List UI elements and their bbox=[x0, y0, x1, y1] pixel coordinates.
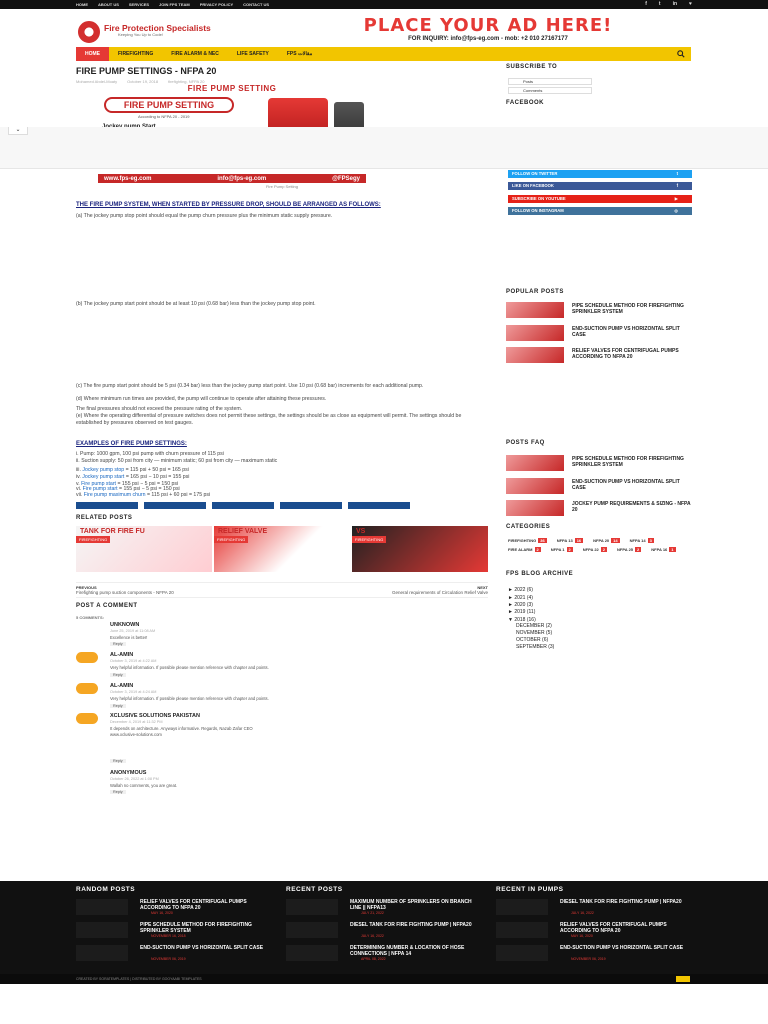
category-count: 2 bbox=[602, 547, 606, 552]
faq-post[interactable] bbox=[506, 478, 692, 496]
post-pager bbox=[76, 582, 488, 598]
footer-post-thumb bbox=[496, 945, 548, 961]
comment-author[interactable]: ANONYMOUS bbox=[110, 770, 147, 776]
image-caption: Fire Pump Setting bbox=[265, 184, 298, 189]
category-name: NFPA 13 bbox=[556, 538, 573, 543]
share-buttons bbox=[76, 502, 488, 509]
example-7-roman: vii. bbox=[76, 492, 83, 498]
popular-post[interactable] bbox=[506, 302, 692, 320]
footer-post-thumb bbox=[286, 922, 338, 938]
footer-post-title: END-SUCTION PUMP VS HORIZONTAL SPLIT CASE bbox=[140, 945, 264, 951]
footer-random-posts-title bbox=[76, 886, 266, 893]
hero-title: FIRE PUMP SETTING bbox=[187, 84, 277, 93]
comment-author[interactable]: XCLUSIVE SOLUTIONS PAKISTAN bbox=[110, 713, 200, 719]
comments-count: 5 COMMENTS: bbox=[76, 615, 104, 620]
category-link[interactable] bbox=[557, 538, 583, 543]
faq-post[interactable] bbox=[506, 500, 692, 518]
nav-firefighting[interactable]: FIREFIGHTING bbox=[118, 51, 154, 57]
next-title: General requirements of Circulation Relief Valve bbox=[392, 590, 488, 595]
example-4 bbox=[76, 474, 488, 481]
avatar-icon bbox=[76, 683, 98, 694]
popular-post-thumb bbox=[506, 302, 564, 318]
footer-col-title: RECENT POSTS bbox=[286, 886, 343, 893]
paragraph-b: (b) The jockey pump start point should be at least 10 psi (0.68 bar) less than the jockey pump stop point. bbox=[76, 301, 316, 307]
paragraph-a: (a) The jockey pump stop point should equal the pump churn pressure plus the minimum static supply pressure. bbox=[76, 213, 333, 219]
categories-title: CATEGORIES bbox=[506, 524, 551, 530]
archive-year[interactable]: ► 2022 (6) bbox=[508, 587, 533, 593]
post-author[interactable]: Mohamed Abdel-Moaty bbox=[76, 79, 118, 84]
next-label: NEXT bbox=[477, 585, 488, 590]
overlay-banner bbox=[0, 127, 768, 169]
footer-post-title: RELIEF VALVES FOR CENTRIFUGAL PUMPS ACCORDING TO NFPA 20 bbox=[560, 922, 667, 934]
related-posts-title: RELATED POSTS bbox=[76, 515, 133, 521]
previous-post-link[interactable] bbox=[76, 585, 174, 595]
related-posts bbox=[76, 526, 488, 572]
heart-icon[interactable]: ♥ bbox=[689, 1, 692, 7]
archive-year[interactable]: ► 2021 (4) bbox=[508, 595, 533, 601]
popular-post-title: PIPE SCHEDULE METHOD FOR FIREFIGHTING SPRINKLER SYSTEM bbox=[572, 303, 684, 315]
category-count: 2 bbox=[637, 547, 640, 552]
footer-post-thumb bbox=[76, 945, 128, 961]
comment bbox=[76, 683, 488, 713]
top-link-about[interactable]: ABOUT US bbox=[98, 2, 119, 7]
footer-post[interactable] bbox=[76, 945, 266, 963]
comment-body: Very helpful information. If possible please mention reference with chapter and points. bbox=[110, 696, 269, 701]
comment-date[interactable]: October 3, 2019 at 4:22 AM bbox=[110, 659, 157, 663]
footer-post-date: JULY 21, 2022 bbox=[361, 911, 384, 915]
comments-title: POST A COMMENT bbox=[76, 603, 138, 609]
archive-month[interactable]: SEPTEMBER (3) bbox=[516, 644, 555, 650]
archive-month[interactable]: NOVEMBER (5) bbox=[516, 630, 553, 636]
example-3-roman: iii. bbox=[76, 467, 81, 473]
paragraph-d: (d) Where minimum run times are provided, the pump will continue to operate after attaining these pressures. bbox=[76, 396, 327, 402]
footer-post[interactable] bbox=[496, 945, 686, 963]
comment bbox=[76, 622, 488, 650]
youtube-icon: ▶ bbox=[674, 196, 678, 201]
footer-post-date: NOVEMBER 16, 2018 bbox=[151, 934, 186, 938]
follow-youtube-button[interactable] bbox=[508, 195, 692, 203]
comment-author[interactable]: AL-AMIN bbox=[110, 683, 134, 689]
follow-facebook-button[interactable] bbox=[508, 182, 692, 190]
category-name: FIREFIGHTING bbox=[508, 538, 537, 543]
footer-post-date: JULY 16, 2022 bbox=[361, 934, 384, 938]
share-facebook-button[interactable] bbox=[76, 502, 138, 509]
example-7-link[interactable]: Fire pump maximum churn bbox=[83, 492, 146, 498]
comment-body: Very helpful information. If possible please mention reference with chapter and points. bbox=[110, 665, 269, 670]
footer-post[interactable] bbox=[76, 922, 266, 940]
linkedin-icon[interactable]: in bbox=[672, 1, 678, 7]
footer-post-title: DIESEL TANK FOR FIRE FIGHTING PUMP | NFPA20 bbox=[350, 922, 472, 928]
popular-post[interactable] bbox=[506, 347, 692, 365]
footer-post[interactable] bbox=[76, 899, 266, 917]
footer-post[interactable] bbox=[286, 922, 476, 940]
archive-month[interactable]: DECEMBER (2) bbox=[516, 623, 552, 629]
popular-post-thumb bbox=[506, 347, 564, 363]
posts-faq-title: POSTS FAQ bbox=[506, 440, 545, 446]
example-3 bbox=[76, 467, 488, 474]
category-count: 1 bbox=[671, 547, 674, 552]
archive-year[interactable]: ► 2019 (11) bbox=[508, 609, 536, 615]
category-count: 2 bbox=[536, 547, 539, 552]
hero-subtitle: According to NFPA 20 - 2019 bbox=[138, 114, 190, 119]
top-link-services[interactable]: SERVICES bbox=[128, 2, 150, 7]
paragraph-final: The final pressures should not exceed the pressure rating of the system. bbox=[76, 406, 243, 412]
example-5-text: = 155 psi − 5 psi = 150 psi bbox=[117, 481, 179, 487]
footer-post-thumb bbox=[76, 922, 128, 938]
category-count: 2 bbox=[568, 547, 571, 552]
example-7-text: = 115 psi + 60 psi = 175 psi bbox=[146, 492, 211, 498]
facebook-icon: f bbox=[676, 183, 678, 188]
footer-post-thumb bbox=[286, 899, 338, 915]
footer-post-date: APRIL 08, 2022 bbox=[361, 957, 386, 961]
footer-post-thumb bbox=[286, 945, 338, 961]
related-card-tag: FIREFIGHTING bbox=[352, 536, 386, 543]
footer-post-title: DIESEL TANK FOR FIRE FIGHTING PUMP | NFPA20 bbox=[560, 899, 682, 905]
footer-post-thumb bbox=[496, 899, 548, 915]
category-link[interactable] bbox=[551, 547, 573, 552]
paragraph-e: (e) Where the operating differential of pressure switches does not permit these settings, the settings should be as close as equipment will permit. The settings should be established by pressures observed on test gauges. bbox=[76, 413, 462, 426]
footer-post-title: END-SUCTION PUMP VS HORIZONTAL SPLIT CASE bbox=[560, 945, 684, 951]
footer-col-title: RECENT IN PUMPS bbox=[496, 886, 564, 893]
logo-name: Fire Protection Specialists bbox=[104, 23, 211, 33]
subscribe-comments[interactable]: Comments bbox=[508, 87, 592, 94]
example-6-link[interactable]: Fire pump start bbox=[82, 486, 118, 492]
example-5-link[interactable]: Fire pump start bbox=[81, 481, 116, 487]
footer-post-title: PIPE SCHEDULE METHOD FOR FIREFIGHTING SPRINKLER SYSTEM bbox=[140, 922, 252, 934]
nav-home[interactable]: HOME bbox=[76, 47, 109, 61]
subscribe-title: SUBSCRIBE TO bbox=[506, 64, 558, 70]
nav-fps-articles[interactable]: FPS مقالات bbox=[286, 51, 313, 57]
footer-post-thumb bbox=[76, 899, 128, 915]
footer-post-title: MAXIMUM NUMBER OF SPRINKLERS ON BRANCH LINE || NFPA13 bbox=[350, 899, 472, 911]
follow-youtube-label: SUBSCRIBE ON YOUTUBE bbox=[512, 196, 566, 201]
main-nav bbox=[76, 47, 691, 61]
footer-credit bbox=[0, 974, 768, 984]
credit-text: CREATED BY SORATEMPLATES | DISTRIBUTED BY GOOYAABI TEMPLATES bbox=[76, 977, 202, 981]
popular-posts-title: POPULAR POSTS bbox=[506, 289, 564, 295]
footer-post-date: MAY 16, 2020 bbox=[151, 911, 173, 915]
footer-post-date: JULY 16, 2022 bbox=[571, 911, 594, 915]
nav-fire-alarm[interactable]: FIRE ALARM & NEC bbox=[171, 51, 219, 57]
example-3-text: = 115 psi + 50 psi = 165 psi bbox=[125, 467, 189, 473]
top-social bbox=[645, 1, 692, 7]
reply-button[interactable]: Reply bbox=[110, 759, 126, 763]
category-name: NFPA 16 bbox=[651, 547, 668, 552]
category-link[interactable] bbox=[630, 538, 654, 543]
footer-post-title: RELIEF VALVES FOR CENTRIFUGAL PUMPS ACCORDING TO NFPA 20 bbox=[140, 899, 247, 911]
top-link-contact[interactable]: CONTACT US bbox=[243, 2, 270, 7]
avatar-icon bbox=[76, 713, 98, 724]
reply-button[interactable]: Reply bbox=[110, 704, 126, 708]
archive-year[interactable]: ▼ 2018 (16) bbox=[508, 617, 536, 623]
example-2: ii. Suction supply: 50 psi from city — minimum static; 60 psi from city — maximum static bbox=[76, 458, 278, 464]
example-4-link[interactable]: Jockey pump start bbox=[82, 474, 125, 480]
paragraph-c: (c) The fire pump start point should be 5 psi (0.34 bar) less than the jockey pump start point. Use 10 psi (0.68 bar) increments for each additional pump. bbox=[76, 383, 424, 389]
footer-post[interactable] bbox=[286, 899, 476, 917]
post-title: FIRE PUMP SETTINGS - NFPA 20 bbox=[76, 66, 217, 76]
footer-post-date: NOVEMBER 06, 2019 bbox=[151, 957, 186, 961]
comment-date[interactable]: October 26, 2022 at 1:08 PM bbox=[110, 777, 159, 781]
archive-title: FPS BLOG ARCHIVE bbox=[506, 571, 574, 577]
hero-website: www.fps-eg.com bbox=[104, 175, 152, 182]
example-1: i. Pump: 1000 gpm, 100 psi pump with churn pressure of 115 psi bbox=[76, 451, 224, 457]
previous-label: PREVIOUS bbox=[76, 585, 97, 590]
popular-post-thumb bbox=[506, 325, 564, 341]
top-links bbox=[76, 2, 269, 7]
related-card[interactable] bbox=[214, 526, 350, 572]
related-card-tag: FIREFIGHTING bbox=[214, 536, 248, 543]
category-name: NFPA 25 bbox=[617, 547, 634, 552]
search-icon[interactable] bbox=[677, 50, 685, 58]
top-link-home[interactable]: HOME bbox=[76, 2, 88, 7]
post-header bbox=[76, 66, 488, 84]
footer-post[interactable] bbox=[286, 945, 476, 963]
ad-headline: PLACE YOUR AD HERE! bbox=[363, 15, 613, 36]
logo-tagline: Keeping You Up to Code! bbox=[118, 32, 163, 37]
avatar-icon bbox=[76, 652, 98, 663]
footer-post-date: MAY 16, 2020 bbox=[571, 934, 593, 938]
reply-button[interactable]: Reply bbox=[110, 642, 126, 646]
comment-body: Wallah no comments, you are great. bbox=[110, 783, 178, 788]
category-count: 14 bbox=[613, 538, 618, 543]
back-to-top-button[interactable] bbox=[676, 976, 690, 982]
chevron-down-icon[interactable]: ⌄ bbox=[8, 127, 28, 135]
ad-contact: FOR INQUIRY: info@fps-eg.com - mob: +2 010 27167177 bbox=[408, 36, 568, 42]
archive-month[interactable]: OCTOBER (6) bbox=[516, 637, 549, 643]
example-6-text: = 155 psi − 5 psi = 150 psi bbox=[118, 486, 180, 492]
footer-post-thumb bbox=[496, 922, 548, 938]
share-gplus-button[interactable] bbox=[212, 502, 274, 509]
faq-post-title: JOCKEY PUMP REQUIREMENTS & SIZING - NFPA 20 bbox=[572, 501, 691, 513]
comment bbox=[76, 652, 488, 682]
example-3-link[interactable]: Jockey pump stop bbox=[82, 467, 125, 473]
footer-post[interactable] bbox=[496, 922, 686, 940]
top-link-join[interactable]: JOIN FPS TEAM bbox=[159, 2, 190, 7]
share-pinterest-button[interactable] bbox=[280, 502, 342, 509]
facebook-icon[interactable]: f bbox=[645, 1, 647, 7]
footer-post[interactable] bbox=[496, 899, 686, 917]
category-name: FIRE ALARM bbox=[508, 547, 533, 552]
previous-title: Firefighting pump suction components - NFPA 20 bbox=[76, 590, 174, 595]
facebook-title: FACEBOOK bbox=[506, 100, 545, 106]
share-twitter-button[interactable] bbox=[144, 502, 206, 509]
follow-instagram-button[interactable] bbox=[508, 207, 692, 215]
category-count: 3 bbox=[649, 538, 652, 543]
logo-icon bbox=[78, 21, 100, 43]
comment bbox=[76, 713, 488, 769]
hero-handle: @FPSegy bbox=[332, 175, 360, 182]
top-link-privacy[interactable]: PRIVACY POLICY bbox=[199, 2, 234, 7]
category-link[interactable] bbox=[651, 547, 675, 552]
hero-email: info@fps-eg.com bbox=[217, 175, 267, 182]
category-link[interactable] bbox=[593, 538, 619, 543]
follow-instagram-label: FOLLOW ON INSTAGRAM bbox=[512, 208, 564, 213]
example-7 bbox=[76, 492, 488, 499]
footer-col-title: RANDOM POSTS bbox=[76, 886, 136, 893]
example-6-roman: vi. bbox=[76, 486, 82, 492]
comment-body: Excellence is better! bbox=[110, 635, 148, 640]
category-name: NFPA 20 bbox=[593, 538, 610, 543]
popular-post-title: RELIEF VALVES FOR CENTRIFUGAL PUMPS ACCORDING TO NFPA 20 bbox=[572, 348, 679, 360]
footer-recent-posts-title bbox=[286, 886, 476, 893]
section-heading-2: EXAMPLES OF FIRE PUMP SETTINGS: bbox=[76, 441, 187, 447]
related-card-text: VS bbox=[356, 528, 366, 535]
comment bbox=[76, 770, 488, 796]
example-5-roman: v. bbox=[76, 481, 80, 487]
follow-twitter-label: FOLLOW ON TWITTER bbox=[512, 171, 558, 176]
reply-button[interactable]: Reply bbox=[110, 673, 126, 677]
hero-banner: FIRE PUMP SETTING bbox=[104, 97, 234, 113]
site-logo[interactable] bbox=[78, 18, 248, 46]
popular-post-title: END-SUCTION PUMP VS HORIZONTAL SPLIT CASE bbox=[572, 326, 680, 338]
twitter-icon[interactable]: t bbox=[658, 1, 661, 7]
follow-twitter-button[interactable] bbox=[508, 170, 692, 178]
category-count: 16 bbox=[576, 538, 582, 543]
related-card-tag: FIREFIGHTING bbox=[76, 536, 110, 543]
reply-button[interactable]: Reply bbox=[110, 790, 126, 794]
comment-author[interactable]: AL-AMIN bbox=[110, 652, 134, 658]
category-labels bbox=[508, 538, 692, 552]
section-heading-1: THE FIRE PUMP SYSTEM, WHEN STARTED BY PRESSURE DROP, SHOULD BE ARRANGED AS FOLLOWS: bbox=[76, 202, 381, 208]
category-count: 36 bbox=[540, 538, 545, 543]
related-card[interactable] bbox=[76, 526, 212, 572]
related-card-text: RELIEF VALVE bbox=[218, 528, 268, 535]
footer-recent-pumps-title bbox=[496, 886, 686, 893]
twitter-icon: t bbox=[676, 171, 678, 176]
category-link[interactable] bbox=[508, 538, 547, 543]
example-4-text: = 165 psi − 10 psi = 155 psi bbox=[125, 474, 190, 480]
example-4-roman: iv. bbox=[76, 474, 81, 480]
instagram-icon: ◎ bbox=[674, 208, 678, 213]
category-name: NFPA 22 bbox=[582, 547, 599, 552]
header-ad[interactable] bbox=[318, 16, 658, 44]
faq-post-title: PIPE SCHEDULE METHOD FOR FIREFIGHTING SPRINKLER SYSTEM bbox=[572, 456, 684, 468]
hero-footer bbox=[98, 174, 366, 183]
post-labels[interactable]: firefighting, NFPA 20 bbox=[168, 79, 205, 84]
top-bar bbox=[0, 0, 768, 9]
comment-body: It depends on architecture. Anyways informative. Regards, Nazab Zafar CEO www.xclusive-solutions.com bbox=[110, 726, 253, 737]
comment-date[interactable]: June 25, 2019 at 11:08 AM bbox=[110, 629, 156, 633]
comment-author[interactable]: UNKNOWN bbox=[110, 622, 140, 628]
popular-post[interactable] bbox=[506, 325, 692, 343]
faq-post-title: END-SUCTION PUMP VS HORIZONTAL SPLIT CASE bbox=[572, 479, 680, 491]
share-linkedin-button[interactable] bbox=[348, 502, 410, 509]
related-card[interactable] bbox=[352, 526, 488, 572]
footer-post-date: NOVEMBER 06, 2019 bbox=[571, 957, 606, 961]
related-card-text: TANK FOR FIRE FU bbox=[80, 528, 145, 535]
footer-post-title: DETERMINING NUMBER & LOCATION OF HOSE CONNECTIONS | NFPA 14 bbox=[350, 945, 465, 957]
comment-date[interactable]: October 3, 2019 at 4:24 AM bbox=[110, 690, 157, 694]
category-link[interactable] bbox=[508, 547, 541, 552]
faq-post-thumb bbox=[506, 500, 564, 516]
comment-date[interactable]: December 4, 2019 at 11:32 PM bbox=[110, 720, 163, 724]
archive-year[interactable]: ► 2020 (3) bbox=[508, 602, 533, 608]
post-date: October 19, 2018 bbox=[127, 79, 159, 84]
category-name: NFPA 14 bbox=[629, 538, 646, 543]
faq-post-thumb bbox=[506, 478, 564, 494]
nav-life-safety[interactable]: LIFE SAFETY bbox=[236, 51, 269, 57]
category-link[interactable] bbox=[583, 547, 607, 552]
follow-facebook-label: LIKE ON FACEBOOK bbox=[512, 183, 554, 188]
subscribe-posts[interactable]: Posts bbox=[508, 78, 592, 85]
category-name: NFPA 1 bbox=[550, 547, 565, 552]
faq-post-thumb bbox=[506, 455, 564, 471]
faq-post[interactable] bbox=[506, 455, 692, 473]
next-post-link[interactable] bbox=[392, 585, 488, 595]
category-link[interactable] bbox=[617, 547, 641, 552]
